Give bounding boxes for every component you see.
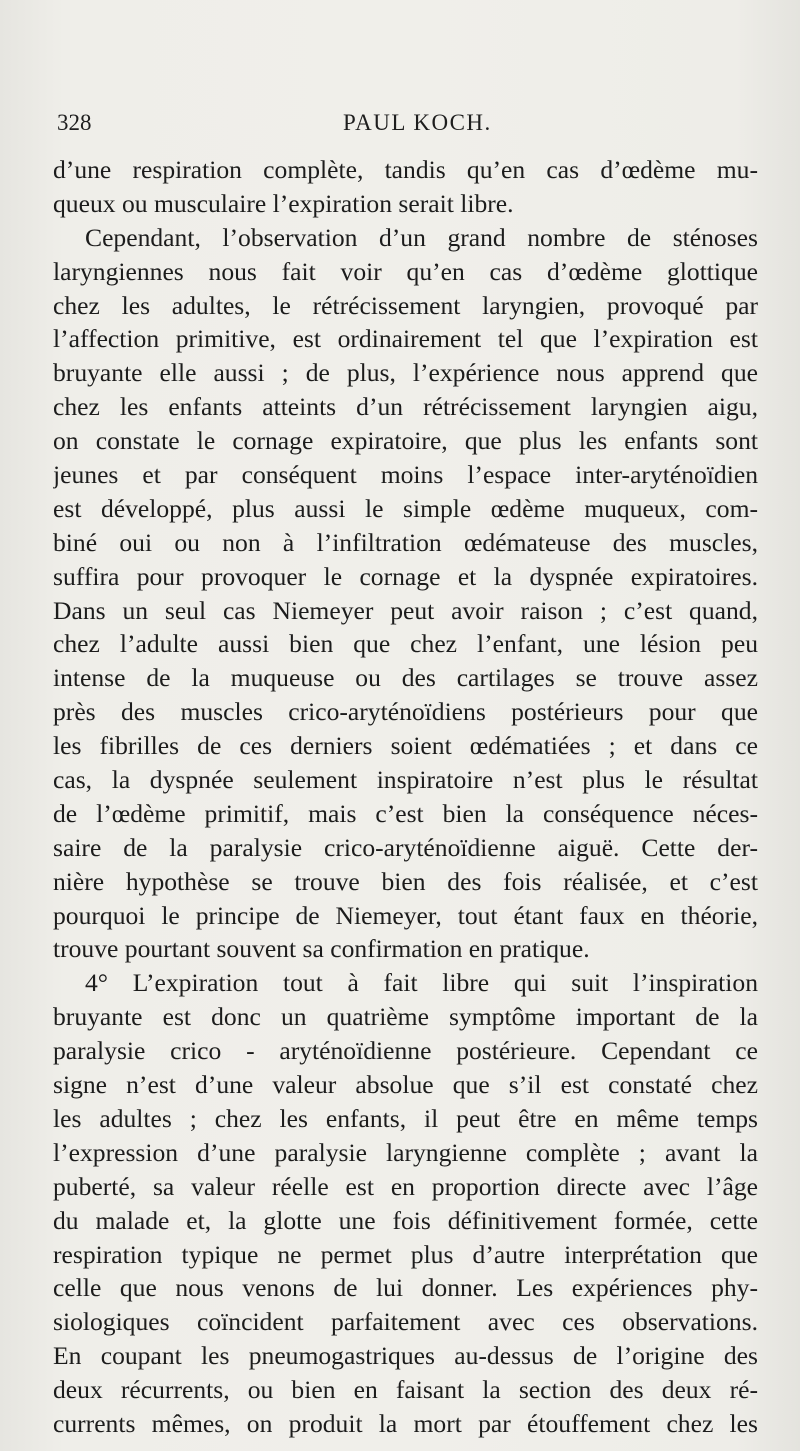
text-line: puberté, sa valeur réelle est en proportion directe avec l’âge [53, 1171, 758, 1201]
text-line: biné oui ou non à l’infiltration œdémateuse des muscles, [53, 527, 758, 557]
text-line: laryngiennes nous fait voir qu’en cas d’œdème glottique [53, 256, 758, 286]
text-line: respiration typique ne permet plus d’autre interprétation que [53, 1239, 758, 1269]
text-line: 4° L’expiration tout à fait libre qui suit l’inspiration [85, 968, 758, 998]
text-line: l’affection primitive, est ordinairement tel que l’expiration est [53, 324, 758, 354]
text-line: trouve pourtant souvent sa confirmation en pratique. [53, 934, 590, 964]
text-line: En coupant les pneumogastriques au-dessus de l’origine des [53, 1341, 758, 1371]
text-line: d’une respiration complète, tandis qu’en cas d’œdème mu- [53, 155, 758, 184]
text-line: du malade et, la glotte une fois définitivement formée, cette [53, 1205, 758, 1235]
text-line: saire de la paralysie crico-aryténoïdienne aiguë. Cette der- [53, 832, 758, 862]
text-line: les adultes ; chez les enfants, il peut être en même temps [53, 1103, 758, 1133]
text-line: près des muscles crico-aryténoïdiens postérieurs pour que [53, 697, 758, 727]
text-line: chez l’adulte aussi bien que chez l’enfant, une lésion peu [53, 629, 758, 659]
body-text [53, 153, 758, 1441]
text-line: l’expression d’une paralysie laryngienne complète ; avant la [53, 1137, 758, 1167]
text-line: Cependant, l’observation d’un grand nombre de sténoses [85, 222, 758, 252]
text-line: jeunes et par conséquent moins l’espace inter-aryténoïdien [53, 460, 758, 490]
text-line: bruyante elle aussi ; de plus, l’expérience nous apprend que [53, 358, 758, 388]
text-line: les fibrilles de ces derniers soient œdématiées ; et dans ce [53, 731, 758, 761]
page-number: 328 [57, 110, 92, 135]
text-line: nière hypothèse se trouve bien des fois réalisée, et c’est [53, 866, 758, 896]
text-line: bruyante est donc un quatrième symptôme important de la [53, 1002, 758, 1032]
text-line: pourquoi le principe de Niemeyer, tout étant faux en théorie, [53, 900, 758, 930]
text-line: siologiques coïncident parfaitement avec ces observations. [53, 1307, 758, 1337]
text-line: paralysie crico - aryténoïdienne postérieure. Cependant ce [53, 1036, 758, 1066]
running-head: PAUL KOCH. [343, 110, 492, 135]
text-line: intense de la muqueuse ou des cartilages se trouve assez [53, 663, 758, 693]
page-header [57, 110, 757, 146]
text-line: deux récurrents, ou bien en faisant la section des deux ré- [53, 1375, 758, 1405]
text-line: currents mêmes, on produit la mort par étouffement chez les [53, 1408, 758, 1438]
text-line: suffira pour provoquer le cornage et la dyspnée expiratoires. [53, 561, 758, 591]
text-line: de l’œdème primitif, mais c’est bien la conséquence néces- [53, 798, 758, 828]
text-line: Dans un seul cas Niemeyer peut avoir raison ; c’est quand, [53, 595, 758, 625]
text-line: chez les enfants atteints d’un rétrécissement laryngien aigu, [53, 392, 758, 422]
text-line: chez les adultes, le rétrécissement laryngien, provoqué par [53, 290, 758, 320]
text-line: queux ou musculaire l’expiration serait libre. [53, 188, 514, 218]
text-line: est développé, plus aussi le simple œdème muqueux, com- [53, 493, 758, 523]
text-line: cas, la dyspnée seulement inspiratoire n’est plus le résultat [53, 765, 758, 795]
text-line: on constate le cornage expiratoire, que plus les enfants sont [53, 426, 758, 456]
text-line: signe n’est d’une valeur absolue que s’il est constaté chez [53, 1070, 758, 1100]
text-line: celle que nous venons de lui donner. Les expériences phy- [53, 1273, 758, 1303]
